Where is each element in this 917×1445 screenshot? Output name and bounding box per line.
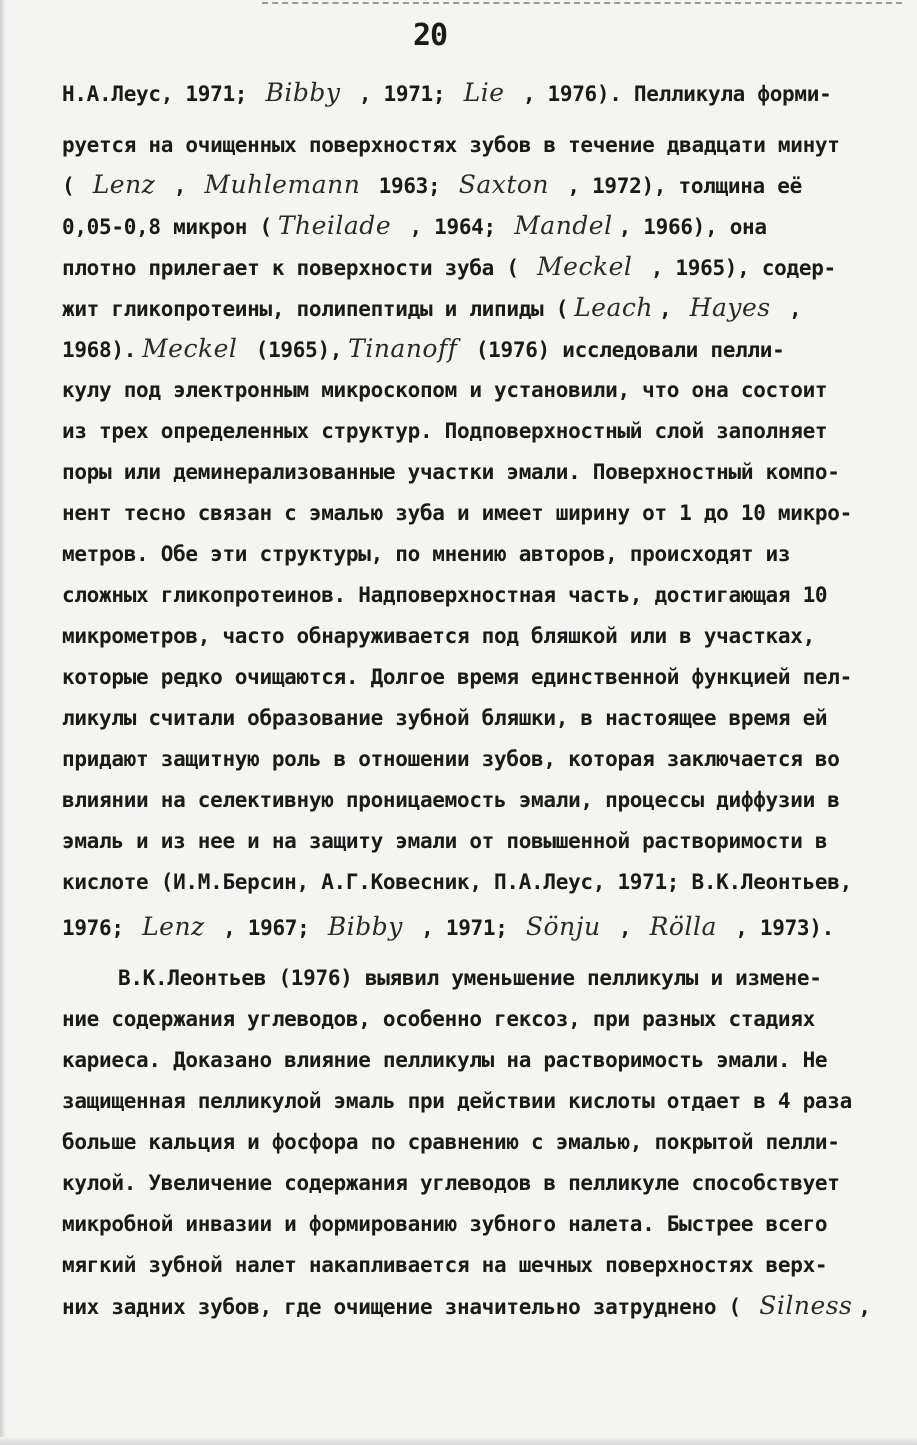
- typed-text: , 1967;: [210, 916, 322, 940]
- typed-text: микробной инвазии и формированию зубного налета. Быстрее всего: [62, 1212, 828, 1236]
- typed-text: ,: [858, 1295, 871, 1319]
- typed-text: микрометров, часто обнаруживается под бляшкой или в участках,: [62, 624, 815, 648]
- text-line: [62, 1086, 852, 1116]
- text-line: [62, 539, 790, 569]
- text-line: [118, 963, 822, 993]
- typed-text: плотно прилегает к поверхности зуба (: [62, 256, 532, 280]
- handwritten-author-name: Meckel: [142, 334, 238, 363]
- typed-text: жит гликопротеины, полипептиды и липиды (: [62, 297, 569, 321]
- typed-text: нент тесно связан с эмалью зуба и имеет ширину от 1 до 10 микро-: [62, 501, 852, 525]
- text-line: [62, 744, 840, 774]
- text-line: [62, 498, 852, 528]
- typed-text: кулой. Увеличение содержания углеводов в пелликуле способствует: [62, 1171, 840, 1195]
- typed-text: мягкий зубной налет накапливается на шечных поверхностях верх-: [62, 1253, 828, 1277]
- typed-text: , 1972), толщина её: [555, 174, 802, 198]
- page-number: 20: [412, 18, 448, 53]
- text-line: [62, 662, 852, 692]
- typed-text: , 1964;: [397, 215, 509, 239]
- typed-text: (1965),: [243, 338, 343, 362]
- text-line: [62, 78, 831, 108]
- text-line: [62, 1250, 827, 1280]
- text-line: [62, 375, 827, 405]
- typed-text: , 1976). Пелликула форми-: [510, 82, 832, 106]
- typed-text: эмаль и из нее и на защиту эмали от повышенной растворимости в: [62, 829, 828, 853]
- typed-text: них задних зубов, где очищение значительно затруднено (: [62, 1295, 754, 1319]
- text-line: [62, 785, 840, 815]
- typed-text: 1963;: [366, 174, 453, 198]
- typed-text: ликулы считали образование зубной бляшки, в настоящее время ей: [62, 706, 828, 730]
- typed-text: ,: [606, 916, 644, 940]
- handwritten-author-name: Hayes: [689, 293, 771, 322]
- page-bottom-shadow: [0, 1437, 917, 1445]
- text-line: [62, 1209, 827, 1239]
- text-line: [62, 1045, 827, 1075]
- typed-text: Н.А.Леус, 1971;: [62, 82, 260, 106]
- handwritten-author-name: Bibby: [327, 912, 403, 941]
- typed-text: В.К.Леонтьев (1976) выявил уменьшение пелликулы и измене-: [118, 966, 822, 990]
- typed-text: которые редко очищаются. Долгое время единственной функцией пел-: [62, 665, 852, 689]
- handwritten-author-name: Lenz: [92, 170, 156, 199]
- typed-text: больше кальция и фосфора по сравнению с эмалью, покрытой пелли-: [62, 1130, 840, 1154]
- text-line: [62, 867, 852, 897]
- typed-text: , 1965), содер-: [638, 256, 836, 280]
- typed-text: , 1971;: [346, 82, 458, 106]
- typed-text: ,: [658, 297, 684, 321]
- typed-text: руется на очищенных поверхностях зубов в течение двадцати минут: [62, 133, 840, 157]
- text-line: [62, 457, 840, 487]
- handwritten-author-name: Lenz: [142, 912, 205, 941]
- typed-text: кислоте (И.М.Берсин, А.Г.Ковесник, П.А.Леус, 1971; В.К.Леонтьев,: [62, 870, 852, 894]
- handwritten-author-name: Leach: [574, 293, 653, 322]
- typed-text: кулу под электронным микроскопом и установили, что она состоит: [62, 378, 828, 402]
- handwritten-author-name: Muhlemann: [204, 170, 361, 199]
- handwritten-author-name: Rölla: [649, 912, 717, 941]
- handwritten-author-name: Mandel: [514, 211, 613, 240]
- typed-text: придают защитную роль в отношении зубов, которая заключается во: [62, 747, 840, 771]
- typed-text: влиянии на селективную проницаемость эмали, процессы диффузии в: [62, 788, 840, 812]
- top-dashed-rule: [262, 2, 902, 4]
- text-line: [62, 703, 827, 733]
- typed-text: кариеса. Доказано влияние пелликулы на растворимость эмали. Не: [62, 1048, 828, 1072]
- text-line: [62, 1291, 871, 1321]
- text-line: [62, 334, 784, 364]
- text-line: [62, 293, 801, 323]
- handwritten-author-name: Meckel: [537, 252, 633, 281]
- typed-text: , 1973).: [722, 916, 834, 940]
- typed-text: из трех определенных структур. Подповерхностный слой заполняет: [62, 419, 828, 443]
- text-line: [62, 1127, 840, 1157]
- handwritten-author-name: Silness: [759, 1291, 853, 1320]
- text-line: [62, 826, 827, 856]
- handwritten-author-name: Saxton: [458, 170, 550, 199]
- typed-text: 1976;: [62, 916, 137, 940]
- text-line: [62, 912, 834, 942]
- page-edge-shadow: [0, 0, 6, 1445]
- typed-text: метров. Обе эти структуры, по мнению авторов, происходят из: [62, 542, 791, 566]
- text-line: [62, 130, 840, 160]
- text-line: [62, 211, 767, 241]
- text-line: [62, 252, 836, 282]
- handwritten-author-name: Lie: [463, 78, 505, 107]
- typed-text: , 1971;: [408, 916, 520, 940]
- handwritten-author-name: Sönju: [525, 912, 601, 941]
- typed-text: сложных гликопротеинов. Надповерхностная часть, достигающая 10: [62, 583, 828, 607]
- handwritten-author-name: Tinanoff: [348, 334, 458, 363]
- typed-text: , 1966), она: [618, 215, 767, 239]
- typed-text: ,: [776, 297, 802, 321]
- typed-text: 1968).: [62, 338, 137, 362]
- text-line: [62, 1168, 840, 1198]
- text-line: [62, 1004, 815, 1034]
- text-line: [62, 580, 827, 610]
- typed-text: (1976) исследовали пелли-: [463, 338, 785, 362]
- text-line: [62, 416, 827, 446]
- handwritten-author-name: Bibby: [265, 78, 341, 107]
- text-line: [62, 170, 802, 200]
- typed-text: ,: [161, 174, 199, 198]
- handwritten-author-name: Theilade: [277, 211, 392, 240]
- typed-text: поры или деминерализованные участки эмали. Поверхностный компо-: [62, 460, 840, 484]
- typed-text: (: [62, 174, 87, 198]
- typed-text: защищенная пелликулой эмаль при действии кислоты отдает в 4 раза: [62, 1089, 852, 1113]
- typed-text: ние содержания углеводов, особенно гексоз, при разных стадиях: [62, 1007, 815, 1031]
- text-line: [62, 621, 815, 651]
- typed-text: 0,05-0,8 микрон (: [62, 215, 272, 239]
